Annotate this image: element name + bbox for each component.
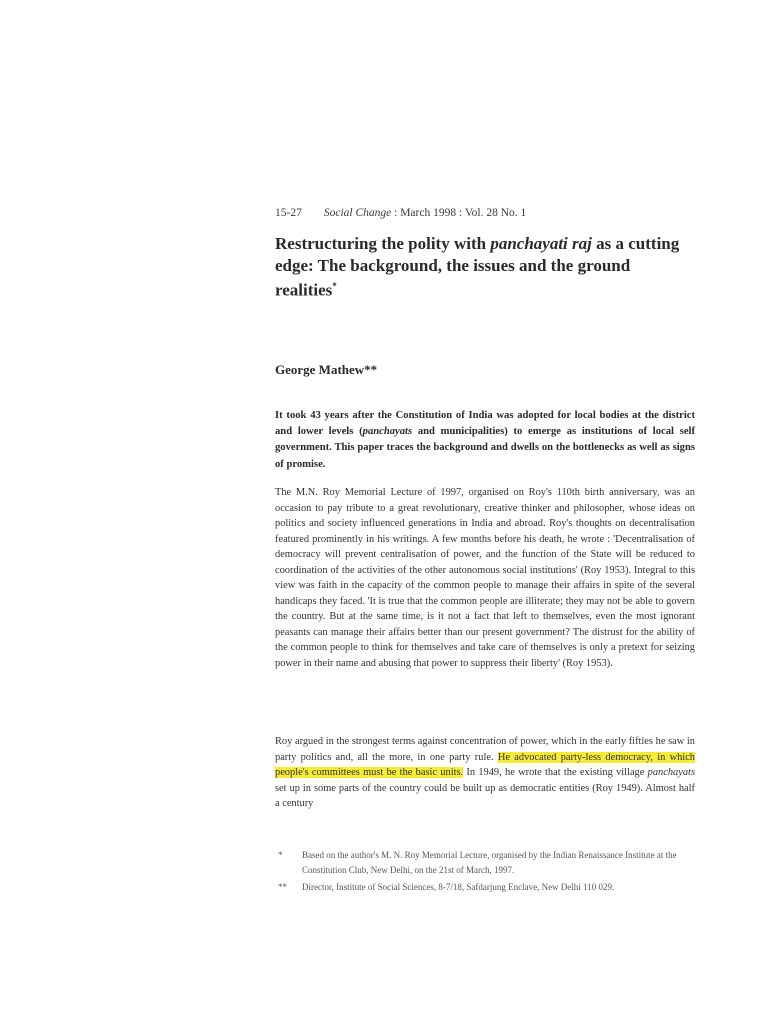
paragraph-text: Roy argued in the strongest terms against concentration of power, which in the early fifties he saw in party politics and, all the more, in one party rule. <box>275 736 695 763</box>
issue-info: : March 1998 : Vol. 28 No. 1 <box>391 207 527 219</box>
paragraph-text-end: set up in some parts of the country could be built up as democratic entities (Roy 1949). Almost half a century <box>275 782 695 810</box>
title-italic-text: panchayati raj <box>490 234 592 253</box>
article-title <box>275 233 695 301</box>
paragraph-italic-text: panchayats <box>647 767 695 779</box>
footnotes <box>278 848 698 898</box>
body-paragraph-2 <box>275 734 695 812</box>
footnote-text: Director, Institute of Social Sciences, 8-7/18, Safdarjung Enclave, New Delhi 110 029. <box>302 882 615 892</box>
abstract <box>275 408 695 473</box>
running-header <box>275 207 695 219</box>
footnote-mark: ** <box>278 882 287 892</box>
abstract-text-continued: and municipalities) to emerge as institutions of local self government. This paper traces the background and dwells on the bottlenecks as well as signs of promise. <box>275 426 695 470</box>
footnote-2 <box>278 880 698 895</box>
paragraph-text-continued: In 1949, he wrote that the existing village <box>463 767 648 779</box>
title-text-continued: as a cutting edge: The background, the issues and the ground realities <box>275 234 680 300</box>
page-range: 15-27 <box>275 207 302 219</box>
abstract-text: It took 43 years after the Constitution of India was adopted for local bodies at the district and lower levels ( <box>275 410 695 438</box>
footnote-mark: * <box>278 850 283 860</box>
title-text: Restructuring the polity with <box>275 234 491 253</box>
highlighted-text: He advocated party-less democracy, in which people's committees must be the basic units. <box>275 751 696 779</box>
title-footnote-mark: * <box>332 281 337 291</box>
journal-name: Social Change <box>323 207 392 219</box>
footnote-text: Based on the author's M. N. Roy Memorial Lecture, organised by the Indian Renaissance Institute at the Constitution Club, New Delhi, on the 21st of March, 1997. <box>302 850 677 875</box>
body-paragraph-1: The M.N. Roy Memorial Lecture of 1997, organised on Roy's 110th birth anniversary, was an occasion to pay tribute to a great revolutionary, creative thinker and philosopher, whose ideas on politics and society influenced generations in India and abroad. Roy's thoughts on decentralisation featured prominently in his writings. A few months before his death, he wrote : 'Decentralisation of democracy will prevent centralisation of power, and the function of the State will be reduced to coordination of the activities of the other autonomous social institutions' (Roy 1953). Integral to this view was faith in the capacity of the common people to manage their affairs in spite of the several handicaps they faced. 'It is true that the common people are illiterate; they may not be able to govern the country. But at the same time, is it not a fact that left to themselves, even the most ignorant peasants can manage their affairs better than our present government? The distrust for the ability of the common people to think for themselves and take care of themselves is only a pretext for seizing power in their name and abusing that power to suppress their liberty' (Roy 1953). <box>275 487 695 670</box>
footnote-1 <box>278 848 698 877</box>
abstract-italic-text: panchayats <box>362 426 413 438</box>
author-name: George Mathew** <box>275 362 378 377</box>
